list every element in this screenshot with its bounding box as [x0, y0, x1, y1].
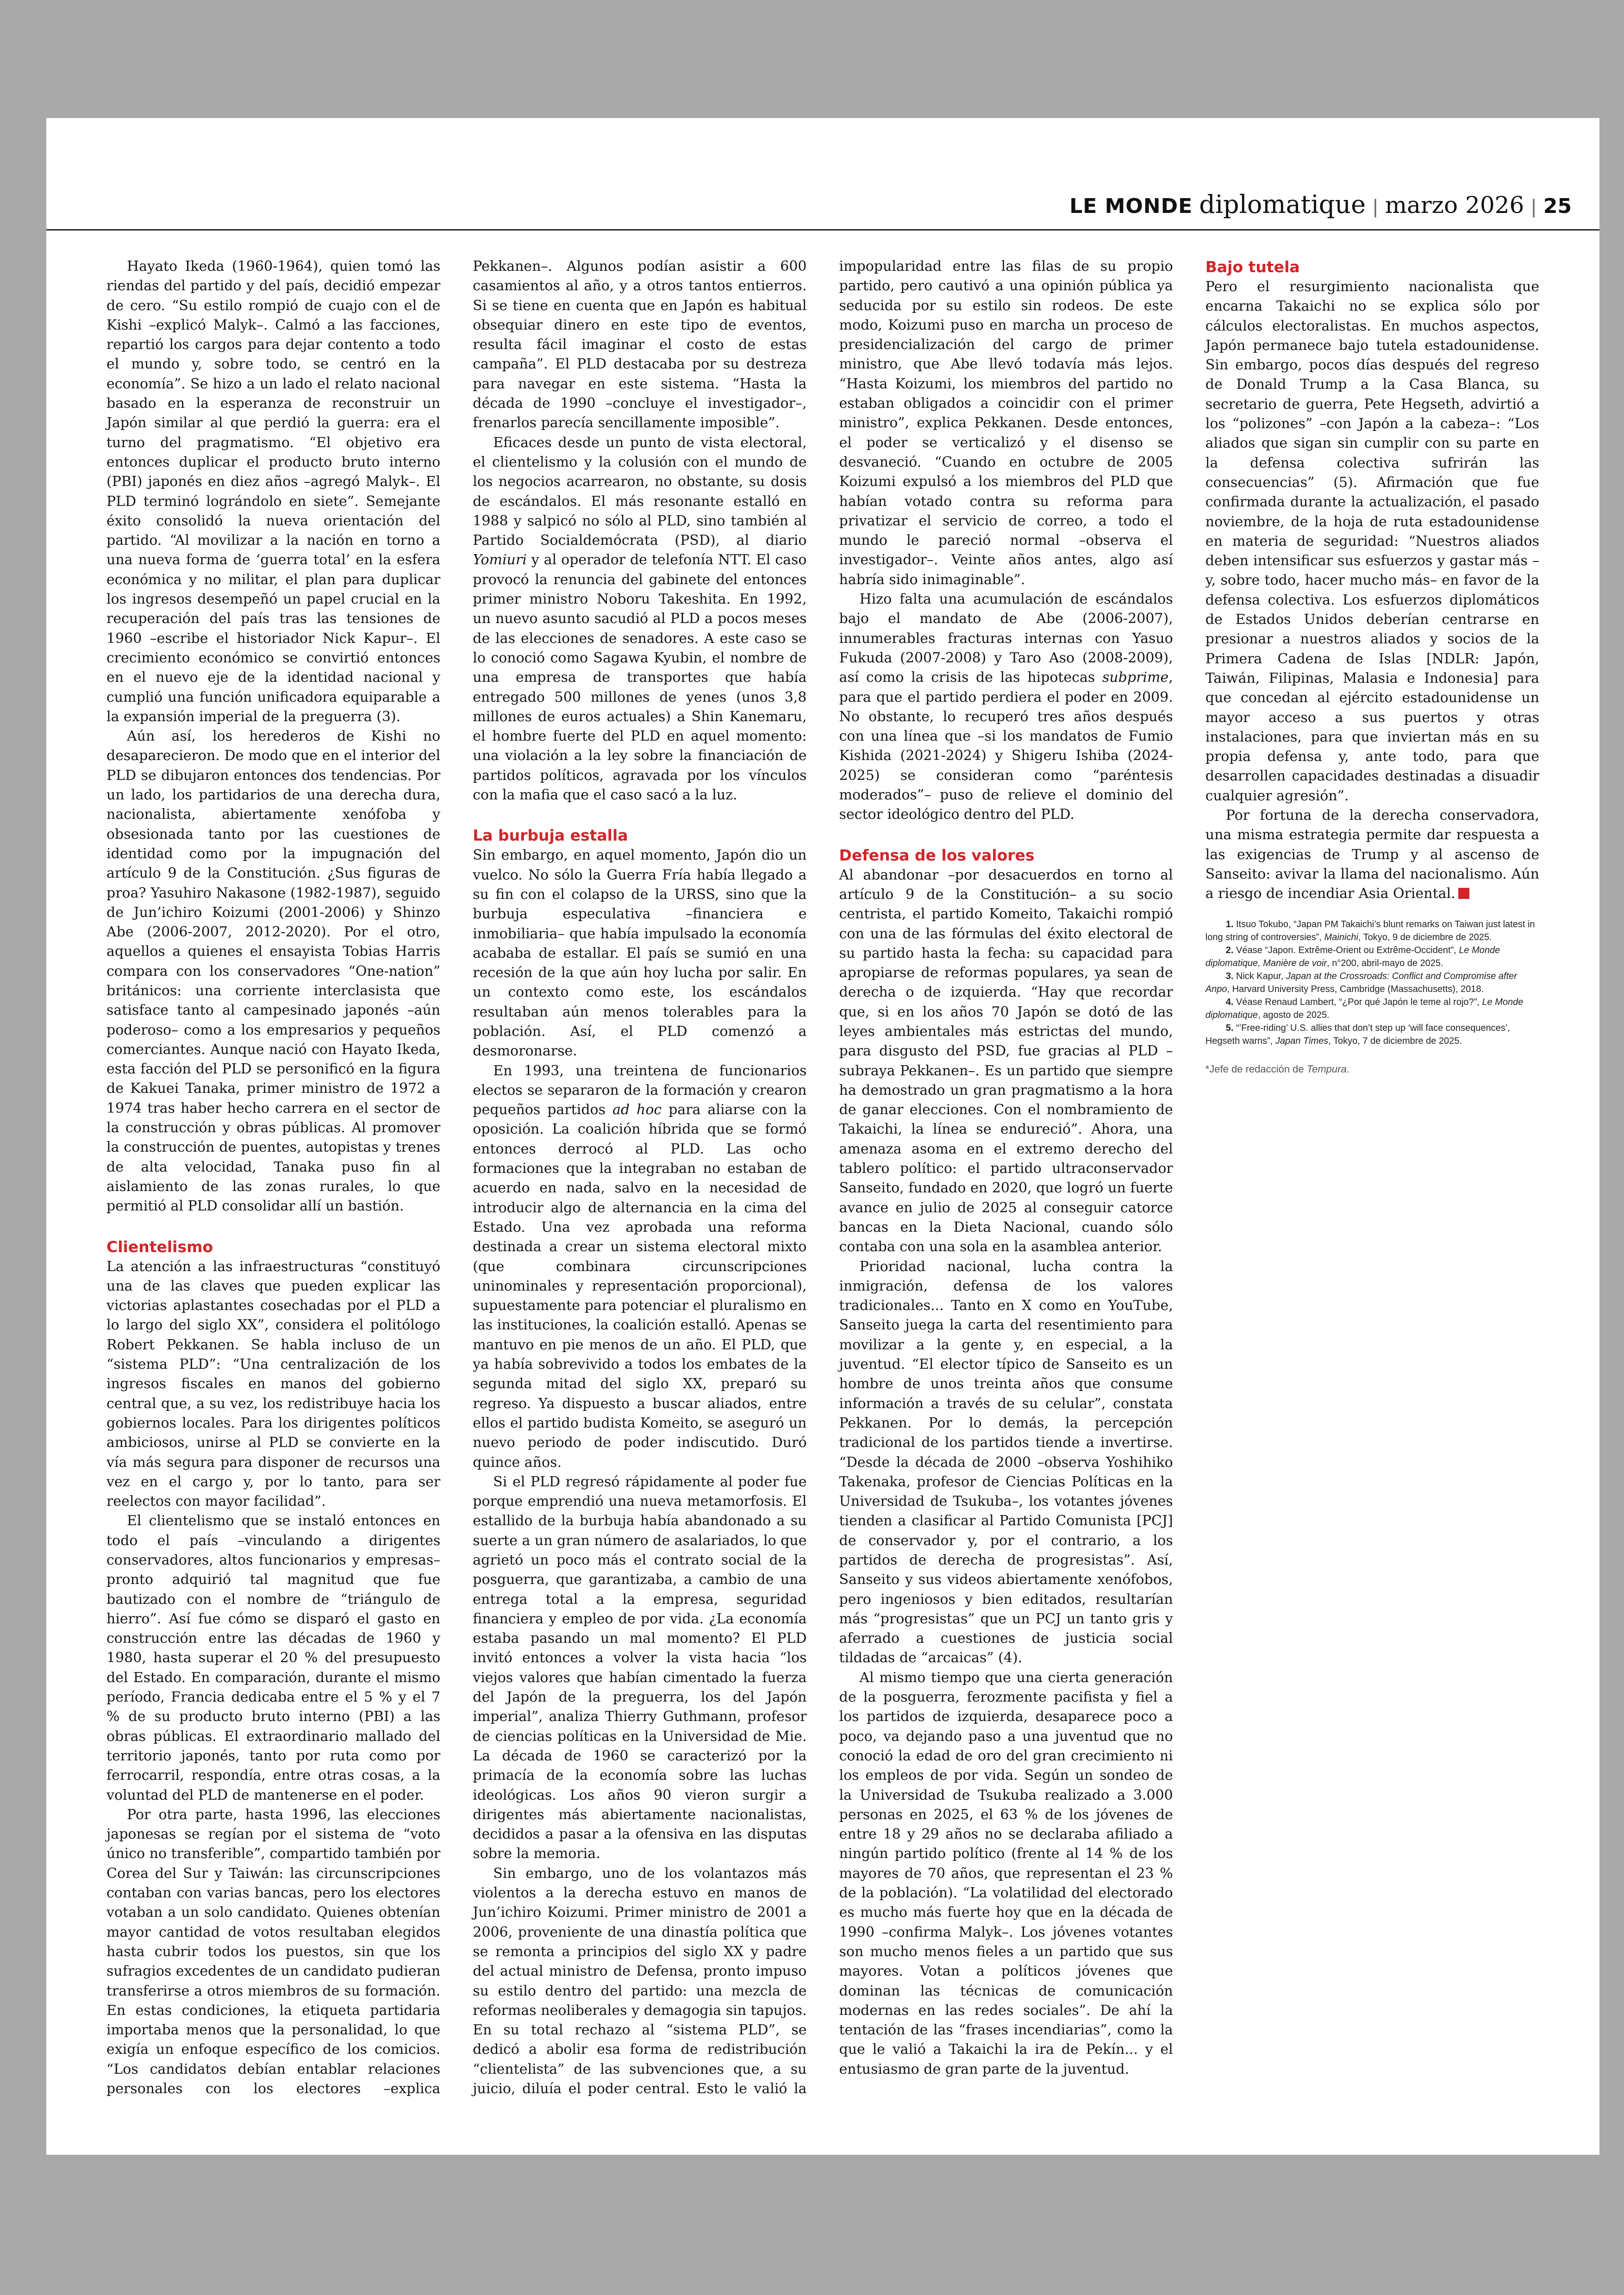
footnote-text: “’Free-riding’ U.S. allies that don’t step up ‘will face consequences’, Hegseth warns”,	[1205, 1023, 1510, 1046]
text-run-italic: ad hoc	[612, 1102, 662, 1118]
footnote-number: 2.	[1225, 945, 1234, 955]
text-run: para aliarse con la oposición. La coalición híbrida que se formó entonces derrocó al PLD. Las ocho formaciones que la integraban no estaban de acuerdo en nada, salvo en la necesidad de introducir algo de alternancia en la cima del Estado. Una vez aprobada una reforma destinada a crear un sistema electoral mixto (que combinara circunscripciones uninominales y representación proporcional), supuestamente para potenciar el pluralismo en las instituciones, la coalición estalló. Apenas se mantuvo en pie menos de un año. El PLD, que ya había sobrevivido a todos los embates de la segunda mitad del siglo XX, preparó su regreso. Ya dispuesto a buscar aliados, entre ellos el partido budista Komeito, se aseguró un nuevo periodo de poder indiscutido. Duró quince años.	[473, 1102, 807, 1471]
paragraph	[473, 1061, 806, 1472]
author-note	[1206, 1060, 1539, 1079]
paragraph: Sin embargo, en aquel momento, Japón dio un vuelco. No sólo la Guerra Fría había llegado a su fin con el colapso de la URSS, sino que la burbuja especulativa –financiera e inmobiliaria– que había impulsado la economía acababa de estallar. El país se sumió en una recesión de la que aún hoy lucha por salir. En un contexto como este, los escándalos resultaban aún menos tolerables para la población. Así, el PLD comenzó a desmoronarse.	[473, 847, 807, 1060]
logo-diplomatique: diplomatique	[1199, 190, 1366, 219]
footnote-text: , agosto de 2025.	[1258, 1010, 1330, 1020]
footnote-text: Véase Renaud Lambert, “¿Por qué Japón le teme al rojo?”,	[1236, 997, 1482, 1007]
paragraph	[473, 433, 806, 805]
paragraph: Aún así, los herederos de Kishi no desaparecieron. De modo que en el interior del PLD se dibujaron entonces dos tendencias. Por un lado, los partidarios de una derecha dura, nacionalista, abiertamente xenófoba y obsesionada tanto por las cuestiones de identidad como por la impugnación del artículo 9 de la Constitución. ¿Sus figuras de proa? Yasuhiro Nakasone (1982-1987), seguido de Jun’ichiro Koizumi (2001-2006) y Shinzo Abe (2006-2007, 2012-2020). Por el otro, aquellos a quienes el ensayista Tobias Harris compara con los conservadores “One-nation” británicos: una corriente interclasista que satisface tanto al campesinado japonés –aún poderoso– como a los empresarios y pequeños comerciantes. Aunque nació con Hayato Ikeda, esta facción del PLD se personificó en la figura de Kakuei Tanaka, primer ministro de 1972 a 1974 tras haber hecho carrera en el sector de la construcción y obras públicas. Al promover la construcción de puentes, autopistas y trenes de alta velocidad, Tanaka puso fin al aislamiento de las zonas rurales, lo que permitió al PLD consolidar allí un bastión.	[106, 728, 441, 1215]
paragraph: Al mismo tiempo que una cierta generación de la posguerra, ferozmente pacifista y fiel a los partidos de izquierda, desaparece poco a poco, va dejando paso a una juventud que no conoció la edad de oro del gran crecimiento ni los empleos de por vida. Según un sondeo de la Universidad de Tsukuba realizado a 3.000 personas en 2025, el 63 % de los jóvenes de entre 18 y 29 años no se declaraba afiliado a ningún partido político (frente al 14 % de los mayores de 70 años, que representan el 23 % de la población). “La volatilidad del electorado es mucho más fuerte hoy que en la década de 1990 –confirma Malyk–. Los jóvenes votantes son mucho menos fieles a un partido que sus mayores. Votan a políticos jóvenes que dominan las técnicas de comunicación modernas en las redes sociales”. De ahí la tentación de las “frases incendiarias”, como la que le valió a Takaichi la ira de Pekín... y el entusiasmo de gran parte de la juventud.	[839, 1669, 1173, 2077]
footnote-source: Mainichi	[1324, 932, 1358, 942]
footnote-number: 1.	[1225, 919, 1234, 929]
author-note-publication: Tempura	[1306, 1063, 1347, 1075]
header-rule	[46, 229, 1599, 231]
section-heading-defensa: Defensa de los valores	[839, 846, 1035, 864]
text-run: , para que el partido perdiera el poder en 2009. No obstante, lo recuperó tres años después con una línea que –si los mandatos de Fumio Kishida (2021-2024) y Shigeru Ishiba (2024-2025) se consideran como “paréntesis moderados”– puso de relieve el dominio del sector ideológico dentro del PLD.	[839, 669, 1173, 823]
footnote-text: Itsuo Tokubo, “Japan PM Takaichi’s blunt remarks on Taiwan just latest in long string of controversies”,	[1205, 919, 1535, 942]
paragraph: Pero el resurgimiento nacionalista que encarna Takaichi no se explica sólo por cálculos electoralistas. En muchos aspectos, Japón permanece bajo tutela estadounidense. Sin embargo, pocos días después del regreso de Donald Trump a la Casa Blanca, su secretario de guerra, Pete Hegseth, advirtió a los “polizones” –con Japón a la cabeza–: “Los aliados que sigan sin cumplir con su parte en la defensa colectiva sufrirán las consecuencias” (5). Afirmación que fue confirmada durante la actualización, el pasado noviembre, de la hoja de ruta estadounidense en materia de seguridad: “Nuestros aliados deben intensificar sus esfuerzos y gastar más –y, sobre todo, hacer mucho más– en favor de la defensa colectiva. Los esfuerzos diplomáticos de Estados Unidos deberían centrarse en presionar a nuestros aliados y socios de la Primera Cadena de Islas [NDLR: Japón, Taiwán, Filipinas, Malasia e Indonesia] para que concedan al ejército estadounidense un mayor acceso a sus puertos y otras instalaciones, para que inviertan más en su propia defensa y, ante todo, para que desarrollen capacidades destinadas a disuadir cualquier agresión”.	[1205, 279, 1539, 804]
footnote	[1206, 1022, 1539, 1048]
footnote-number: 4.	[1225, 997, 1234, 1007]
author-note-text: .	[1346, 1063, 1349, 1075]
end-mark-icon	[1458, 888, 1469, 899]
footnote	[1206, 944, 1539, 970]
paragraph	[1206, 806, 1539, 904]
paragraph: Sin embargo, uno de los volantazos más violentos a la derecha estuvo en manos de Jun’ichiro Koizumi. Primer ministro de 2001 a 2006, proveniente de una dinastía política que se remonta a principios del siglo XX y padre del actual ministro de Defensa, pronto impuso su estilo dentro del partido: una mezcla de reformas neoliberales y demagogia sin tapujos. En su total rechazo al “sistema PLD”, se dedicó a abolir esa forma de redistribución “clientelista” de las subvenciones que, a su juicio, diluía el poder central. Esto le valió la impopularidad entre las filas de su propio partido, pero cautivó a una opinión pública ya seducida por su estilo sin rodeos. De este modo, Koizumi puso en marcha un proceso de presidencialización del cargo de primer ministro, que Abe llevó todavía más lejos. “Hasta Koizumi, los miembros del partido no estaban obligados a coincidir con el primer ministro”, explica Pekkanen. Desde entonces, el poder se verticalizó y el disenso se desvaneció. “Cuando en octubre de 2005 Koizumi expulsó a los miembros del PLD que habían votado contra su reforma para privatizar el servicio de correo, a todo el mundo le pareció normal –observa el investigador–. Veinte años antes, algo así habría sido inimaginable”.	[473, 258, 1173, 2097]
page-number: 25	[1543, 194, 1572, 218]
footnote-source: Japan at the Crossroads: Conflict and Compromise after Anpo	[1205, 971, 1517, 994]
issue-date: marzo 2026	[1385, 192, 1524, 218]
paragraph: Prioridad nacional, lucha contra la inmigración, defensa de los valores tradicionales... Tanto en X como en YouTube, Sanseito juega la carta del resentimiento para movilizar a la gente y, en especial, a la juventud. “El elector típico de Sanseito es un hombre de unos treinta años que consume información a través de su celular”, constata Pekkanen. Por lo demás, la percepción tradicional de los partidos tiende a invertirse. “Desde la década de 2000 –observa Yoshihiko Takenaka, profesor de Ciencias Políticas en la Universidad de Tsukuba–, los votantes jóvenes tienden a clasificar al Partido Comunista [PCJ] de conservador y, por el contrario, a los partidos de derecha de progresistas”. Así, Sanseito y sus videos abiertamente xenófobos, pero ingeniosos y bien editados, resultarían más “progresistas” que un PCJ un tanto gris y aferrado a cuestiones de justicia social tildadas de “arcaicas” (4).	[839, 1258, 1173, 1666]
text-run-italic: Yomiuri	[473, 552, 527, 568]
article-body	[106, 257, 1539, 2108]
footnote-number: 5.	[1225, 1023, 1234, 1033]
masthead	[1069, 190, 1572, 219]
footnote-text: Véase “Japon. Extrême-Orient ou Extrême-Occident”,	[1236, 945, 1459, 955]
header-separator: |	[1372, 196, 1379, 218]
footnote	[1206, 970, 1539, 996]
section-heading-tutela: Bajo tutela	[1205, 258, 1300, 276]
paragraph: La atención a las infraestructuras “constituyó una de las claves que pueden explicar las victorias aplastantes cosechadas por el PLD a lo largo del siglo XX”, considera el politólogo Robert Pekkanen. Se habla incluso de un “sistema PLD”: “Una centralización de los ingresos fiscales en manos del gobierno central que, a su vez, los redistribuye hacia los gobiernos locales. Para los dirigentes políticos ambiciosos, unirse al PLD se convierte en la vía más segura para disponer de recursos una vez en el cargo y, por lo tanto, para ser reelectos con mayor facilidad”.	[106, 1258, 441, 1510]
footnote-text: , n°200, abril-mayo de 2025.	[1327, 958, 1443, 968]
footnote-source: Japan Times	[1275, 1035, 1329, 1046]
logo-le-monde: LE MONDE	[1069, 194, 1193, 218]
section-heading-burbuja: La burbuja estalla	[473, 826, 628, 845]
section-heading-clientelismo: Clientelismo	[106, 1237, 213, 1256]
footnote	[1206, 996, 1539, 1022]
header-separator-2: |	[1530, 196, 1537, 218]
footnote-text: Nick Kapur,	[1236, 971, 1286, 981]
footnote-text: , Tokyo, 7 de diciembre de 2025.	[1328, 1035, 1462, 1046]
text-run: y al operador de telefonía NTT. El caso provocó la renuncia del gabinete del entonces primer ministro Noboru Takeshita. En 1992, un nuevo asunto sacudió al PLD a pocos meses de las elecciones de senadores. A este caso se lo conoció como Sagawa Kyubin, el nombre de una empresa de transportes que había entregado 500 millones de yenes (unos 3,8 millones de euros actuales) a Shin Kanemaru, el hombre fuerte del PLD en aquel momento: una violación a la ley sobre la financiación de partidos políticos, agravada por los vínculos con la mafia que el caso sacó a la luz.	[473, 552, 807, 804]
text-run: Hizo falta una acumulación de escándalos bajo el mandato de Abe (2006-2007), innumerables fracturas internas con Yasuo Fukuda (2007-2008) y Taro Aso (2008-2009), así como la crisis de las hipotecas	[839, 591, 1173, 686]
paragraph: El clientelismo que se instaló entonces en todo el país –vinculando a dirigentes conservadores, altos funcionarios y empresas– pronto adquirió tal magnitud que fue bautizado con el nombre de “triángulo de hierro”. Así fue cómo se disparó el gasto en construcción entre las décadas de 1960 y 1980, hasta superar el 20 % del presupuesto del Estado. En comparación, durante el mismo período, Francia dedicaba entre el 5 % y el 7 % de su producto bruto interno (PBI) a las obras públicas. El extraordinario mallado del territorio japonés, tanto por ruta como por ferrocarril, respondía, entre otras cosas, a la voluntad del PLD de mantenerse en el poder.	[106, 1513, 441, 1803]
paragraph: Hayato Ikeda (1960-1964), quien tomó las riendas del partido y del país, decidió empezar de cero. “Su estilo rompió de cuajo con el de Kishi –explicó Malyk–. Calmó a las facciones, repartió los cargos para dejar contento a todo el mundo y, sobre todo, se centró en la economía”. Se hizo a un lado el relato nacional basado en la esperanza de reconstruir un Japón similar al que perdió la guerra: era el turno del pragmatismo. “El objetivo era entonces duplicar el producto bruto interno (PBI) japonés en diez años –agregó Malyk–. El PLD terminó lográndolo en siete”. Semejante éxito consolidó la nueva orientación del partido. “Al movilizar a la nación en torno a una nueva forma de ‘guerra total’ en la esfera económica y no militar, el plan para duplicar los ingresos desempeñó un papel crucial en la recuperación del país tras las tensiones de 1960 –escribe el historiador Nick Kapur–. El crecimiento económico se convirtió entonces en el nuevo eje de la identidad nacional y cumplió una función unificadora equiparable a la expansión imperial de la preguerra (3).	[106, 258, 441, 725]
paragraph: Si el PLD regresó rápidamente al poder fue porque emprendió una nueva metamorfosis. El estallido de la burbuja había abandonado a su suerte a un gran número de asalariados, lo que agrietó un poco más el contrato social de la posguerra, que garantizaba, a cambio de una entrega total a la empresa, seguridad financiera y empleo de por vida. ¿La economía estaba pasando un mal momento? El PLD invitó entonces a volver la vista hacia “los viejos valores que habían cimentado la fuerza del Japón de la preguerra, los del Japón imperial”, analiza Thierry Guthmann, profesor de ciencias políticas en la Universidad de Mie. La década de 1960 se caracterizó por la primacía de la economía sobre las luchas ideológicas. Los años 90 vieron surgir a dirigentes más abiertamente nacionalistas, decididos a pasar a la ofensiva en las disputas sobre la memoria.	[473, 1473, 807, 1862]
author-note-text: *Jefe de redacción de	[1205, 1063, 1307, 1075]
newspaper-page	[46, 118, 1599, 2155]
footnote	[1206, 918, 1539, 944]
text-run: Eficaces desde un punto de vista electoral, el clientelismo y la colusión con el mundo de los negocios acarrearon, no obstante, su dosis de escándalos. El más resonante estalló en 1988 y salpicó no sólo al PLD, sino también al Partido Socialdemócrata (PSD), al diario	[473, 434, 807, 549]
text-run: Por fortuna de la derecha conservadora, una misma estrategia permite dar respuesta a las exigencias de Trump y al ascenso de Sanseito: avivar la llama del nacionalismo. Aún a riesgo de incendiar Asia Oriental.	[1205, 807, 1539, 902]
paragraph	[839, 590, 1173, 825]
footnote-source: Le Monde diplomatique, Manière de voir	[1205, 945, 1500, 968]
text-run: En 1993, una treintena de funcionarios electos se separaron de la formación y crearon pequeños partidos	[473, 1062, 807, 1118]
footnote-source: Le Monde diplomatique	[1205, 997, 1524, 1020]
paragraph: Al abandonar –por desacuerdos en torno al artículo 9 de la Constitución– a su socio centrista, el partido Komeito, Takaichi rompió con una de las fórmulas del éxito electoral de su partido hasta la fecha: su capacidad para apropiarse de reformas populares, ya sean de derecha o de izquierda. “Hay que recordar que, si en los años 70 Japón se dotó de las leyes ambientales más estrictas del mundo, para disgusto del PSD, fue gracias al PLD –subraya Pekkanen–. Es un partido que siempre ha demostrado un gran pragmatismo a la hora de ganar elecciones. Con el nombramiento de Takaichi, la línea se endureció”. Ahora, una amenaza asoma en el extremo derecho del tablero político: el partido ultraconservador Sanseito, fundado en 2020, que logró un fuerte avance en julio de 2025 al conseguir catorce bancas en la Dieta Nacional, cuando sólo contaba con una sola en la asamblea anterior.	[839, 867, 1173, 1255]
footnote-text: , Harvard University Press, Cambridge (Massachusetts), 2018.	[1227, 984, 1484, 994]
text-run-italic: subprime	[1102, 669, 1169, 686]
footnotes	[1206, 918, 1539, 1048]
paragraph: Por otra parte, hasta 1996, las elecciones japonesas se regían por el sistema de “voto único no transferible”, compartido también por Corea del Sur y Taiwán: las circunscripciones contaban con varias bancas, pero los electores votaban a un solo candidato. Quienes obtenían mayor cantidad de votos resultaban elegidos hasta cubrir todos los puestos, sin que los sufragios excedentes de un candidato pudieran transferirse a otros miembros de su formación. En estas condiciones, la etiqueta partidaria importaba menos que la personalidad, lo que exigía un enfoque específico de los comicios. “Los candidatos debían entablar relaciones personales con los electores –explica Pekkanen–. Algunos podían asistir a 600 casamientos al año, y a otros tantos entierros. Si se tiene en cuenta que en Japón es habitual obsequiar dinero en este tipo de eventos, resulta fácil imaginar el costo de estas campaña”. El PLD destacaba por su destreza para navegar en este sistema. “Hasta la década de 1990 –concluye el investigador–, frenarlos parecía sencillamente imposible”.	[106, 258, 807, 2097]
footnote-number: 3.	[1225, 971, 1234, 981]
footnote-text: , Tokyo, 9 de diciembre de 2025.	[1358, 932, 1492, 942]
